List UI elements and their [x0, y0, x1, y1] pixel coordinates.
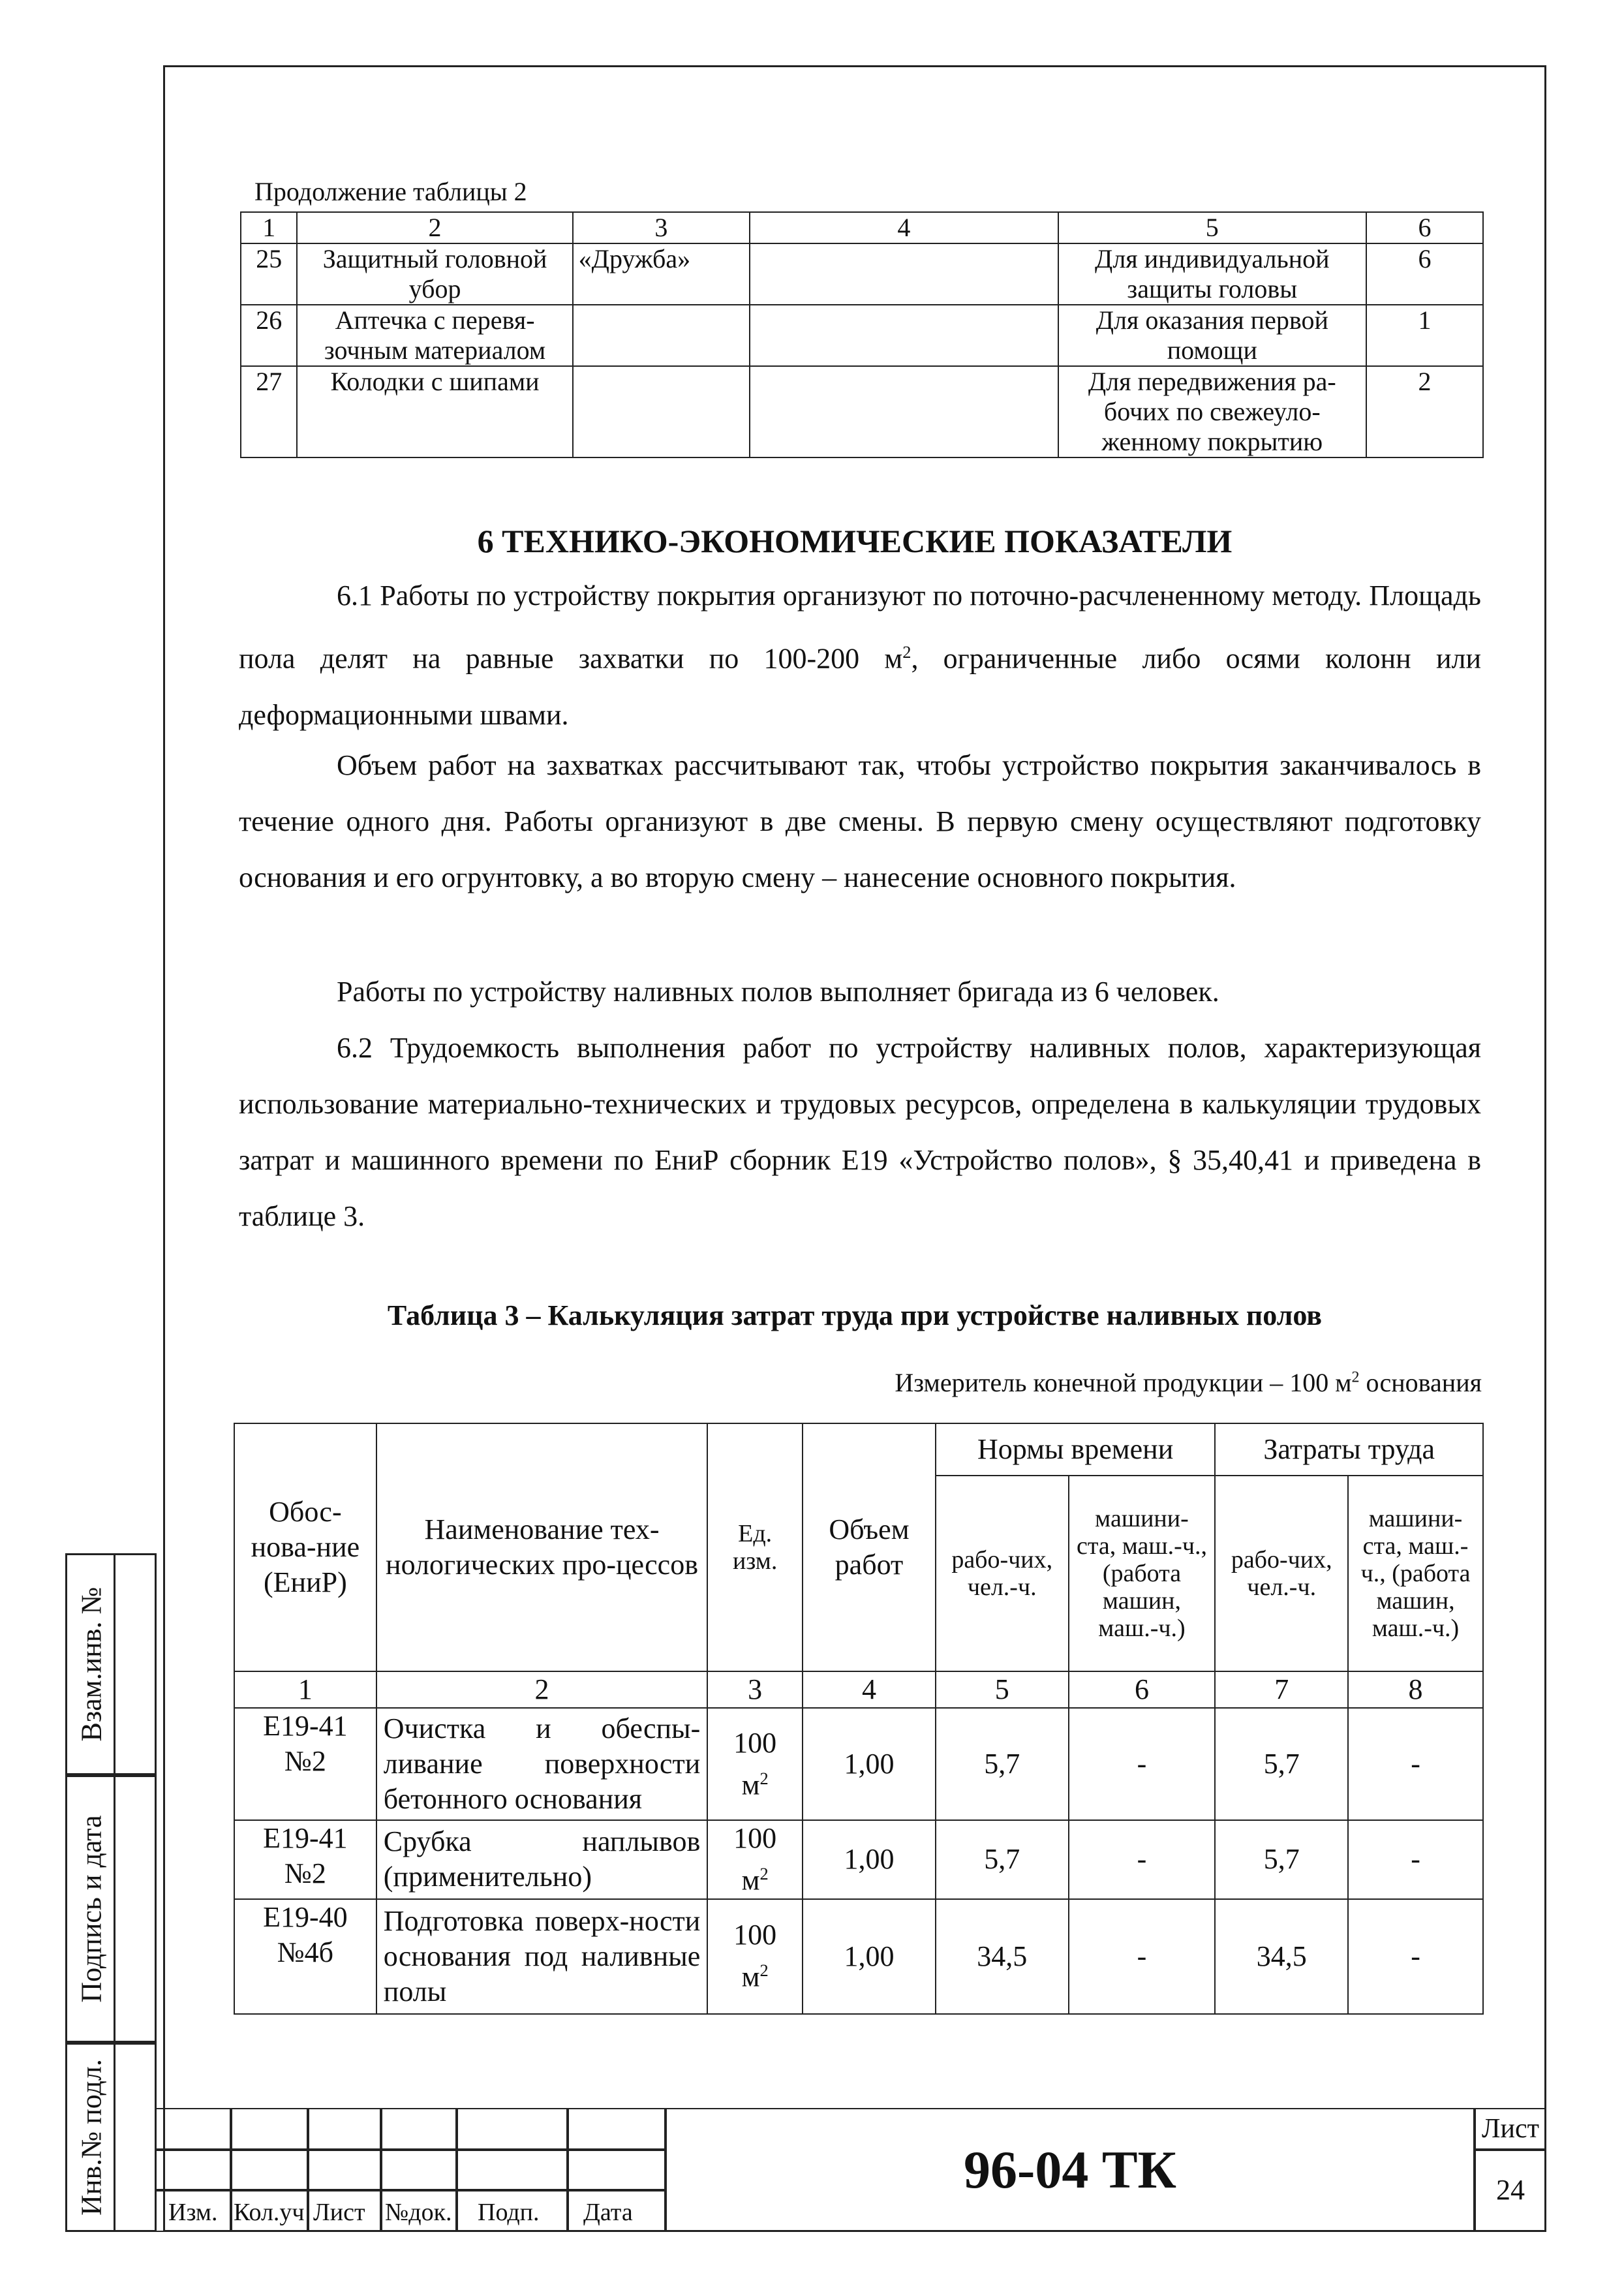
- table2-cell: «Дружба»: [573, 243, 750, 305]
- paragraph-text: , ограниченные либо осями колонн или деформационными швами.: [239, 642, 1481, 731]
- tb-cell: [457, 2108, 568, 2150]
- table3-number-row: [234, 1671, 1483, 1708]
- unit-cell: [707, 1899, 803, 2014]
- side-label-box: [67, 1555, 115, 1773]
- tb-cell: [568, 2150, 666, 2190]
- table2-header-cell: 1: [241, 212, 297, 243]
- basis-code: Е19-41: [263, 1822, 348, 1854]
- basis-code: Е19-40: [263, 1900, 348, 1933]
- basis-cell: [234, 1708, 376, 1820]
- table2-header-cell: 6: [1366, 212, 1483, 243]
- tb-sheet-label: Лист: [1482, 2114, 1539, 2144]
- unit-text: основания: [1359, 1368, 1482, 1397]
- table2-header-cell: 4: [750, 212, 1058, 243]
- tb-cell: [231, 2190, 308, 2232]
- basis-number: №2: [284, 1857, 326, 1889]
- unit-base: 100: [733, 1726, 777, 1759]
- unit-cell: [707, 1708, 803, 1820]
- header-norms: Нормы времени: [936, 1423, 1216, 1476]
- unit-text: Измеритель конечной продукции – 100 м: [895, 1368, 1352, 1397]
- superscript: 2: [1351, 1369, 1360, 1386]
- paragraph-text: 6.1 Работы по устройству покрытия организуют по поточно-расчлененному методу. Площадь пола делят на равные захватки по 100-200 м: [239, 580, 1481, 675]
- side-stamp-inventory: [65, 2043, 157, 2232]
- superscript: 2: [759, 1768, 769, 1788]
- volume-cell: 1,00: [803, 1820, 936, 1899]
- table2-cell: Для передвижения ра-бочих по свежеуло-женному покрытию: [1058, 366, 1366, 457]
- table2-header-cell: 5: [1058, 212, 1366, 243]
- tb-cell: [231, 2150, 308, 2190]
- basis-number: №4б: [277, 1936, 334, 1968]
- norm-machinists-cell: -: [1069, 1820, 1216, 1899]
- table2-header-cell: 2: [297, 212, 572, 243]
- table2-cell: [750, 305, 1058, 366]
- table2-header-row: [241, 212, 1483, 243]
- table2-caption: Продолжение таблицы 2: [254, 177, 527, 206]
- tb-cell: [568, 2108, 666, 2150]
- tb-cell: [457, 2150, 568, 2190]
- norm-machinists-cell: -: [1069, 1708, 1216, 1820]
- table2-cell: 25: [241, 243, 297, 305]
- paragraph-volume: Объем работ на захватках рассчитывают так, чтобы устройство покрытия заканчивалось в течение одного дня. Работы организуют в две смены. В первую смену осуществляют подготовку основания и его огрунтовку, а во вторую смену – нанесение основного покрытия.: [239, 749, 1481, 893]
- header-costs: Затраты труда: [1215, 1423, 1483, 1476]
- tb-cell: [457, 2190, 568, 2232]
- tb-cell: [155, 2190, 231, 2232]
- column-number: 3: [707, 1671, 803, 1708]
- table2-cell: 6: [1366, 243, 1483, 305]
- side-label-replacement: Взам.инв. №: [75, 1587, 108, 1742]
- column-number: 2: [376, 1671, 707, 1708]
- process-name: Подготовка поверх-ности основания под наливные полы: [376, 1899, 707, 2014]
- table-row: [241, 243, 1483, 305]
- cost-machinists-cell: -: [1348, 1820, 1483, 1899]
- unit-base: 100: [733, 1822, 777, 1854]
- table2-header-cell: 3: [573, 212, 750, 243]
- table2-cell: Колодки с шипами: [297, 366, 572, 457]
- unit-cell: [707, 1820, 803, 1899]
- table3: [234, 1423, 1484, 2015]
- table2-cell: Аптечка с перевя-зочным материалом: [297, 305, 572, 366]
- table2-cell: Защитный головной убор: [297, 243, 572, 305]
- side-label-box: [67, 1777, 115, 2041]
- superscript: 2: [759, 1864, 769, 1883]
- table2-cell: 1: [1366, 305, 1483, 366]
- process-name: Очистка и обеспы-ливание поверхности бетонного основания: [376, 1708, 707, 1820]
- side-label-signature: Подпись и дата: [75, 1815, 108, 2003]
- table2: [240, 211, 1484, 458]
- header-cost-machinists: машини-ста, маш.-ч., (работа машин, маш.-ч.): [1348, 1476, 1483, 1671]
- basis-code: Е19-41: [263, 1710, 348, 1742]
- cost-machinists-cell: -: [1348, 1708, 1483, 1820]
- side-stamp-replacement: [65, 1553, 157, 1775]
- basis-number: №2: [284, 1745, 326, 1777]
- header-basis: Обос-нова-ние (ЕниР): [234, 1423, 376, 1671]
- column-number: 4: [803, 1671, 936, 1708]
- tb-sheet-number-cell: [1475, 2150, 1546, 2232]
- side-stamp-signature: [65, 1775, 157, 2043]
- superscript: 2: [759, 1960, 769, 1981]
- tb-cell: [381, 2190, 457, 2232]
- process-name: Срубка наплывов (применительно): [376, 1820, 707, 1899]
- paragraph-brigade: Работы по устройству наливных полов выполняет бригада из 6 человек.: [337, 976, 1219, 1008]
- volume-cell: 1,00: [803, 1899, 936, 2014]
- tb-label-count: Кол.уч: [234, 2199, 305, 2226]
- norm-workers-cell: 5,7: [936, 1820, 1069, 1899]
- table3-unit-note: [895, 1367, 1482, 1398]
- cost-workers-cell: 5,7: [1215, 1820, 1348, 1899]
- table2-cell: [750, 366, 1058, 457]
- tb-cell: [308, 2108, 381, 2150]
- norm-machinists-cell: -: [1069, 1899, 1216, 2014]
- header-unit: Ед. изм.: [707, 1423, 803, 1671]
- column-number: 8: [1348, 1671, 1483, 1708]
- cost-machinists-cell: -: [1348, 1899, 1483, 2014]
- table2-cell: 27: [241, 366, 297, 457]
- table2-cell: [750, 243, 1058, 305]
- tb-label-date: Дата: [583, 2199, 633, 2226]
- table2-cell: 2: [1366, 366, 1483, 457]
- superscript: 2: [902, 642, 912, 662]
- header-norm-machinists: машини-ста, маш.-ч., (работа машин, маш.-ч.): [1069, 1476, 1216, 1671]
- column-number: 5: [936, 1671, 1069, 1708]
- table-row: [241, 305, 1483, 366]
- table-row: [234, 1820, 1483, 1899]
- tb-cell: [308, 2150, 381, 2190]
- unit-base: 100: [733, 1919, 777, 1951]
- unit-m: м: [741, 1960, 760, 1993]
- norm-workers-cell: 34,5: [936, 1899, 1069, 2014]
- basis-cell: [234, 1899, 376, 2014]
- cost-workers-cell: 34,5: [1215, 1899, 1348, 2014]
- basis-cell: [234, 1820, 376, 1899]
- table2-cell: 26: [241, 305, 297, 366]
- tb-cell: [568, 2190, 666, 2232]
- tb-cell: [155, 2108, 231, 2150]
- tb-label-docno: №док.: [385, 2199, 452, 2226]
- paragraph-6-2: 6.2 Трудоемкость выполнения работ по устройству наливных полов, характеризующая использование материально-технических и трудовых ресурсов, определена в калькуляции трудовых затрат и машинного времени по ЕниР сборник Е19 «Устройство полов», § 35,40,41 и приведена в таблице 3.: [239, 1032, 1481, 1232]
- tb-sheet-label-cell: [1475, 2108, 1546, 2150]
- tb-label-change: Изм.: [168, 2199, 218, 2226]
- unit-m: м: [741, 1864, 760, 1897]
- tb-cell: [155, 2150, 231, 2190]
- header-volume: Объем работ: [803, 1423, 936, 1671]
- cost-workers-cell: 5,7: [1215, 1708, 1348, 1820]
- column-number: 7: [1215, 1671, 1348, 1708]
- side-label-inventory: Инв.№ подл.: [75, 2059, 108, 2216]
- paragraph-6-1: [239, 568, 1481, 743]
- column-number: 1: [234, 1671, 376, 1708]
- unit-m: м: [741, 1769, 760, 1801]
- header-cost-workers: рабо-чих, чел.-ч.: [1215, 1476, 1348, 1671]
- tb-label-sheet: Лист: [313, 2199, 365, 2226]
- tb-label-signature: Подп.: [478, 2199, 540, 2226]
- table2-cell: [573, 305, 750, 366]
- table-row: [241, 366, 1483, 457]
- side-label-box: [67, 2045, 115, 2230]
- tb-sheet-number: 24: [1496, 2174, 1525, 2206]
- tb-cell: [231, 2108, 308, 2150]
- column-number: 6: [1069, 1671, 1216, 1708]
- norm-workers-cell: 5,7: [936, 1708, 1069, 1820]
- table2-cell: [573, 366, 750, 457]
- document-code: 96-04 ТК: [964, 2140, 1176, 2199]
- table2-cell: Для оказания первой помощи: [1058, 305, 1366, 366]
- header-norm-workers: рабо-чих, чел.-ч.: [936, 1476, 1069, 1671]
- table3-title: Таблица 3 – Калькуляция затрат труда при устройстве наливных полов: [387, 1299, 1323, 1331]
- table-row: [234, 1899, 1483, 2014]
- table2-cell: Для индивидуальной защиты головы: [1058, 243, 1366, 305]
- section-heading: 6 ТЕХНИКО-ЭКОНОМИЧЕСКИЕ ПОКАЗАТЕЛИ: [477, 523, 1233, 559]
- table3-header-row: [234, 1423, 1483, 1476]
- tb-cell: [381, 2150, 457, 2190]
- header-name: Наименование тех-нологических про-цессов: [376, 1423, 707, 1671]
- volume-cell: 1,00: [803, 1708, 936, 1820]
- tb-cell: [308, 2190, 381, 2232]
- tb-cell: [381, 2108, 457, 2150]
- table-row: [234, 1708, 1483, 1820]
